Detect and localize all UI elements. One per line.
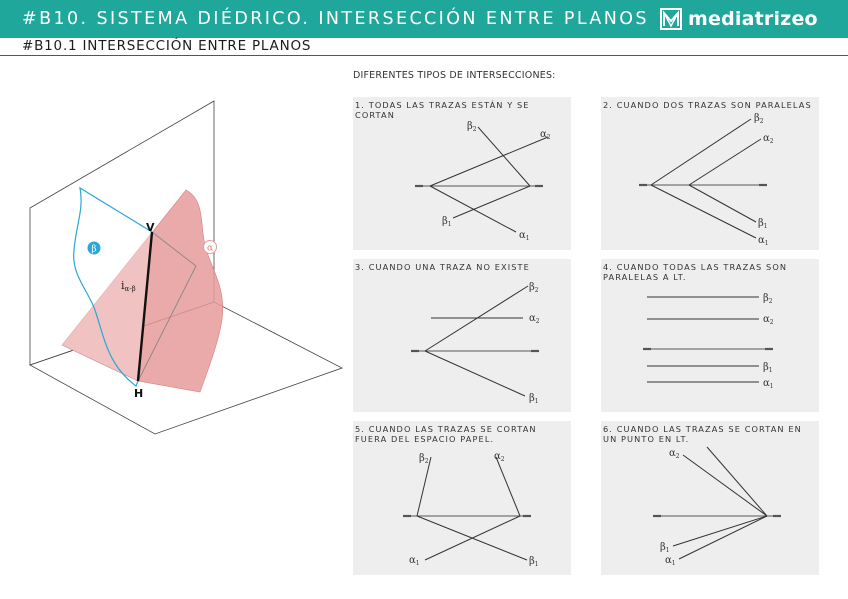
alpha1-label: $\alpha_1$	[519, 230, 530, 242]
beta1-label: $\beta_1$	[442, 216, 452, 228]
beta1-label: $\beta_1$	[660, 542, 670, 554]
alpha1-trace	[679, 516, 767, 559]
panel-title: 2. CUANDO DOS TRAZAS SON PARALELAS	[603, 100, 812, 110]
alpha2-trace	[683, 455, 767, 516]
alpha2-label: $\alpha_2$	[494, 451, 505, 463]
point-v-label: V	[146, 221, 155, 234]
panel-case-1	[353, 97, 571, 250]
beta2-trace	[651, 119, 751, 185]
beta1-trace	[673, 516, 767, 546]
alpha2-label: $\alpha_2$	[529, 313, 540, 325]
beta2-label: $\beta_2$	[763, 293, 773, 305]
beta1-trace	[689, 185, 756, 222]
alpha2-trace	[689, 139, 761, 185]
beta1-label: $\beta_1$	[529, 393, 539, 405]
beta2-label: $\beta_2$	[419, 453, 429, 465]
header-divider	[0, 55, 848, 56]
panel-title: 3. CUANDO UNA TRAZA NO EXISTE	[355, 262, 530, 272]
point-h-label: H	[134, 387, 144, 400]
panel-case-5	[353, 421, 571, 575]
beta2-label: $\beta_2$	[467, 121, 477, 133]
alpha-badge-label: α	[206, 243, 214, 254]
beta1-trace	[417, 516, 527, 560]
case-5-diagram	[353, 421, 571, 575]
beta1-label: $\beta_1$	[758, 218, 768, 230]
panel-case-2	[601, 97, 819, 250]
alpha2-trace	[496, 457, 520, 516]
panel-title: 6. CUANDO LAS TRAZAS SE CORTAN EN UN PUNTO EN LT.	[603, 424, 802, 444]
panel-title: 4. CUANDO TODAS LAS TRAZAS SON PARALELAS A LT.	[603, 262, 788, 282]
case-6-diagram	[601, 421, 819, 575]
intersection-label: iα-β	[121, 279, 136, 293]
alpha2-trace	[430, 137, 548, 186]
beta1-label: $\beta_1$	[763, 362, 773, 374]
section-subtitle: #B10.1 INTERSECCIÓN ENTRE PLANOS	[22, 38, 312, 54]
alpha-plane-shade	[62, 232, 152, 381]
beta2-trace	[707, 447, 767, 516]
brand-logo[interactable]	[660, 5, 818, 33]
alpha2-label: $\alpha_2$	[763, 314, 774, 326]
case-4-diagram	[601, 259, 819, 412]
beta1-trace	[453, 186, 530, 218]
panel-title: 1. TODAS LAS TRAZAS ESTÁN Y SE CORTAN	[355, 100, 530, 120]
beta1-label: $\beta_1$	[529, 556, 539, 568]
alpha2-label: $\alpha_2$	[540, 129, 551, 141]
beta2-trace	[417, 457, 431, 516]
alpha1-label: $\alpha_1$	[409, 555, 420, 567]
mediatrizeo-logo-icon	[660, 8, 682, 30]
case-2-diagram	[601, 97, 819, 250]
case-3-diagram	[353, 259, 571, 412]
beta2-trace	[478, 127, 530, 186]
alpha1-label: $\alpha_1$	[763, 378, 774, 390]
alpha2-label: $\alpha_2$	[763, 133, 774, 145]
panel-title: 5. CUANDO LAS TRAZAS SE CORTAN FUERA DEL ESPACIO PAPEL.	[355, 424, 537, 444]
beta2-label: $\beta_2$	[754, 113, 764, 125]
case-1-diagram	[353, 97, 571, 250]
brand-name: mediatrizeo	[688, 8, 818, 30]
alpha2-label: $\alpha_2$	[669, 448, 680, 460]
panel-case-6	[601, 421, 819, 575]
page-title: #B10. SISTEMA DIÉDRICO. INTERSECCIÓN ENTRE PLANOS	[22, 9, 649, 29]
beta1-trace	[425, 351, 525, 396]
alpha1-label: $\alpha_1$	[758, 235, 769, 247]
panel-case-4	[601, 259, 819, 412]
beta2-label: $\beta_2$	[529, 282, 539, 294]
dihedral-3d-figure	[0, 90, 345, 450]
alpha1-label: $\alpha_1$	[665, 555, 676, 567]
panel-case-3	[353, 259, 571, 412]
intersection-types-heading: DIFERENTES TIPOS DE INTERSECCIONES:	[353, 70, 556, 81]
beta-badge-label: β	[91, 244, 97, 255]
